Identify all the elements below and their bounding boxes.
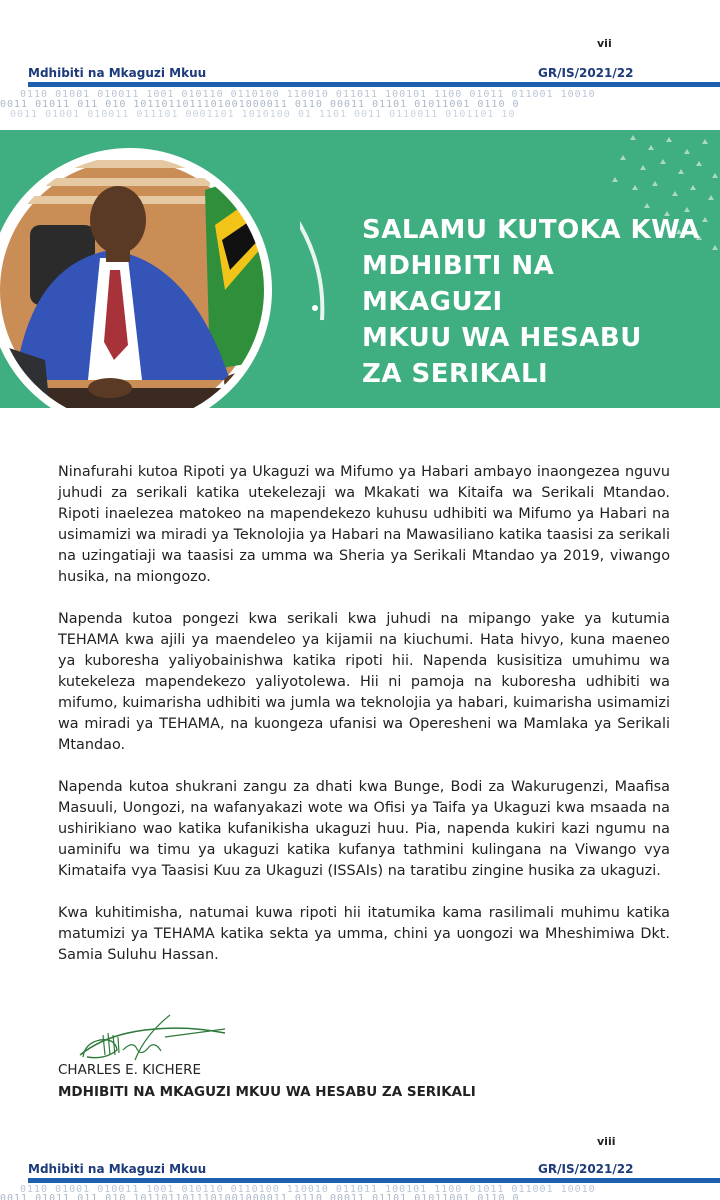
header-left-top: Mdhibiti na Mkaguzi Mkuu [28, 66, 207, 80]
portrait-photo [0, 152, 268, 408]
paragraph: Kwa kuhitimisha, natumai kuwa ripoti hii itatumika kama rasilimali muhimu katika matumizi ya TEHAMA katika sekta ya umma, chini ya uongozi wa Mheshimiwa Dkt. Samia Suluhu Hassan. [58, 905, 670, 963]
paragraph: Napenda kutoa pongezi kwa serikali kwa juhudi na mipango yake ya kutumia TEHAMA kwa ajili ya maendeleo ya kijamii na kiuchumi. Hata hivyo, kuna maeneo ya kuboresha yaliyobainishwa katika ripoti hii. Napenda kusisitiza umuhimu wa kutekeleza mapendekezo yaliyotolewa. Hii ni pamoja na kuboresha udhibiti wa mifumo, kuimarisha udhibiti wa jumla wa teknolojia ya habari, kuimarisha usimamizi wa miradi ya TEHAMA, na kuongeza ufanisi wa Operesheni wa Mamlaka ya Serikali Mtandao. [58, 611, 670, 753]
header-rule-top [28, 82, 720, 87]
paragraph: Napenda kutoa shukrani zangu za dhati kwa Bunge, Bodi za Wakurugenzi, Maafisa Masuuli, Uongozi, na wafanyakazi wote wa Ofisi ya Taifa ya Ukaguzi kwa msaada na ushirikiano wao katika kufanikisha ukaguzi huu. Pia, napenda kukiri kazi ngumu na uaminifu wa timu ya ukaguzi katika kufanya tathmini kulingana na Viwango vya Kimataifa vya Taasisi Kuu za Ukaguzi (ISSAIs) na taratibu zingine husika za ukaguzi. [58, 779, 670, 879]
paragraph: Ninafurahi kutoa Ripoti ya Ukaguzi wa Mifumo ya Habari ambayo inaongezea nguvu juhudi za serikali katika utekelezaji wa Mkakati wa Kitaifa wa Serikali Mtandao. Ripoti inaelezea matokeo na mapendekezo kuhusu udhibiti wa Mifumo ya Habari na usimamizi wa miradi ya Teknolojia ya Habari na Mawasiliano katika taasisi za serikali na uzingatiaji wa taasisi za umma wa Sheria ya Serikali Mtandao ya 2019, viwango husika, na miongozo. [58, 464, 670, 585]
title-line: MDHIBITI NA MKAGUZI [362, 251, 555, 317]
header-left-bottom: Mdhibiti na Mkaguzi Mkuu [28, 1162, 207, 1176]
signatory-title: MDHIBITI NA MKAGUZI MKUU WA HESABU ZA SERIKALI [58, 1084, 476, 1100]
binary-row: 0011 01011 011 010 1011011011101001000011 0110 00011 01101 01011001 0110 0 [0, 100, 520, 110]
page-title [362, 212, 702, 392]
title-line: ZA SERIKALI [362, 359, 549, 389]
header-rule-bottom [28, 1178, 720, 1183]
binary-row: 0110 01001 010011 1001 010110 0110100 110010 011011 100101 1100 01011 011001 10010 [20, 1185, 596, 1195]
header-right-bottom: GR/IS/2021/22 [538, 1162, 634, 1176]
title-line: SALAMU KUTOKA KWA [362, 215, 700, 245]
binary-strip-top [0, 88, 720, 122]
signatory-name: CHARLES E. KICHERE [58, 1062, 202, 1078]
binary-row: 0110 01001 010011 1001 010110 0110100 110010 011011 100101 1100 01011 011001 10010 [20, 90, 596, 100]
binary-row: 0011 01001 010011 011101 0001101 1010100 01 1101 0011 0110011 0101101 10 [10, 110, 516, 120]
page-number-bottom: viii [597, 1135, 616, 1148]
page-number-top: vii [597, 37, 612, 50]
body-text [58, 462, 670, 987]
handwritten-signature [75, 1005, 235, 1065]
binary-row: 0011 01011 011 010 1011011011101001000011 0110 00011 01101 01011001 0110 0 [0, 1194, 520, 1200]
header-right-top: GR/IS/2021/22 [538, 66, 634, 80]
binary-strip-bottom [0, 1184, 720, 1200]
title-line: MKUU WA HESABU [362, 323, 642, 353]
